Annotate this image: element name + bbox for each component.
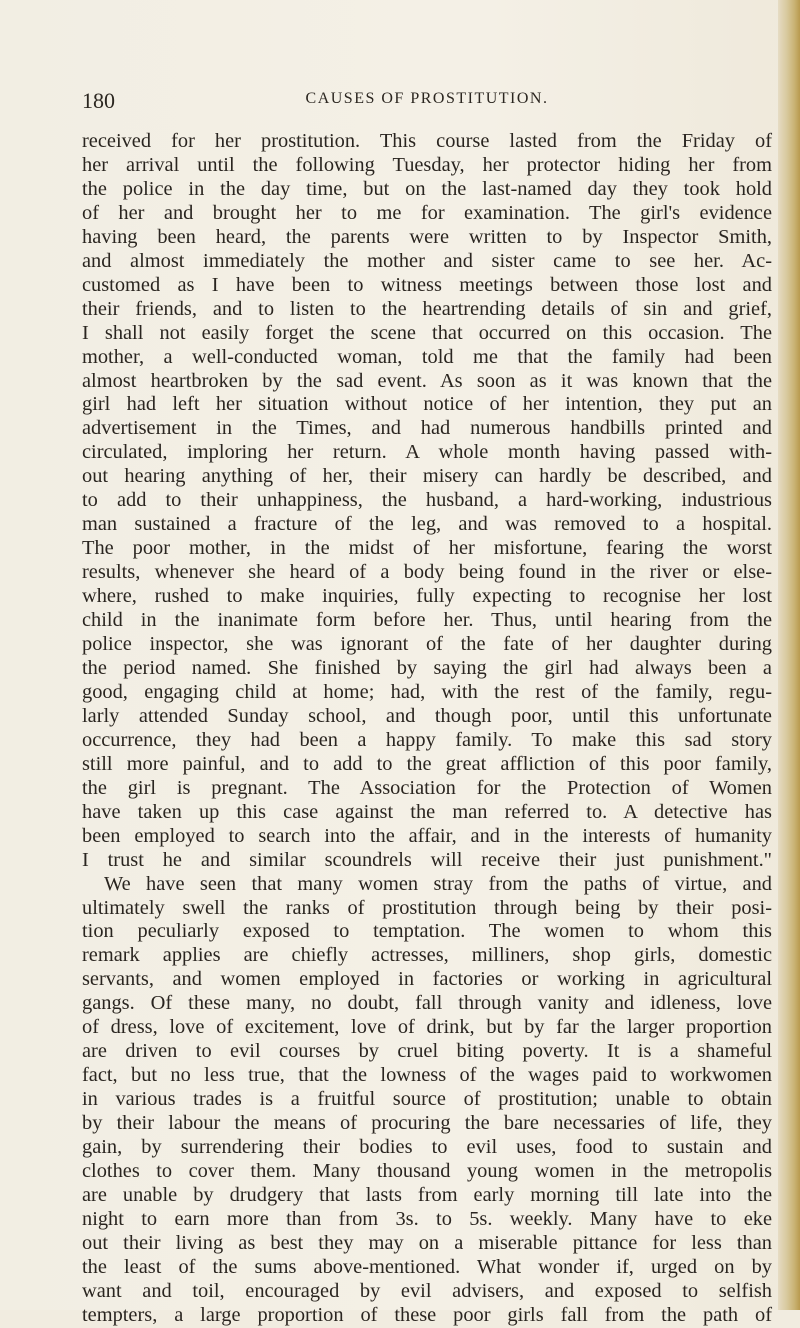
running-head: CAUSES OF PROSTITUTION. (305, 90, 549, 107)
text-line: gangs. Of these many, no doubt, fall through vanity and idleness, love (82, 992, 772, 1015)
text-line: gain, by surrendering their bodies to evil uses, food to sustain and (82, 1136, 772, 1159)
text-line: and almost immediately the mother and sister came to see her. Ac- (82, 249, 772, 272)
text-line: where, rushed to make inquiries, fully expecting to recognise her lost (82, 585, 772, 608)
page-number: 180 (82, 88, 115, 113)
text-line: their friends, and to listen to the heartrending details of sin and grief, (82, 297, 772, 320)
page-header (82, 88, 772, 118)
text-line: ultimately swell the ranks of prostitution through being by their posi- (82, 896, 772, 919)
text-line: the police in the day time, but on the last-named day they took hold (82, 177, 772, 200)
text-line: larly attended Sunday school, and though poor, until this unfortunate (82, 704, 772, 727)
text-line: I trust he and similar scoundrels will receive their just punishment." (82, 848, 772, 871)
text-line: are driven to evil courses by cruel biting poverty. It is a shameful (82, 1040, 772, 1063)
text-line: child in the inanimate form before her. Thus, until hearing from the (82, 609, 772, 632)
text-line: results, whenever she heard of a body being found in the river or else- (82, 561, 772, 584)
text-line: mother, a well-conducted woman, told me that the family had been (82, 345, 772, 368)
text-line: received for her prostitution. This course lasted from the Friday of (82, 130, 772, 152)
text-line: fact, but no less true, that the lowness of the wages paid to workwomen (82, 1064, 772, 1087)
text-line: night to earn more than from 3s. to 5s. weekly. Many have to eke (82, 1207, 772, 1230)
text-line: tempters, a large proportion of these poor girls fall from the path of (82, 1303, 772, 1326)
text-line: good, engaging child at home; had, with the rest of the family, regu- (82, 680, 772, 703)
body-text (82, 130, 772, 1328)
text-line: the period named. She finished by saying the girl had always been a (82, 656, 772, 679)
text-line: having been heard, the parents were written to by Inspector Smith, (82, 225, 772, 248)
text-line: servants, and women employed in factories or working in agricultural (82, 968, 772, 991)
page-edge (778, 0, 800, 1310)
text-line: man sustained a fracture of the leg, and was removed to a hospital. (82, 513, 772, 536)
text-line: have taken up this case against the man referred to. A detective has (82, 800, 772, 823)
text-line: remark applies are chiefly actresses, milliners, shop girls, domestic (82, 944, 772, 967)
text-line: clothes to cover them. Many thousand young women in the metropolis (82, 1159, 772, 1182)
text-line: are unable by drudgery that lasts from early morning till late into the (82, 1183, 772, 1206)
text-line: by their labour the means of procuring the bare necessaries of life, they (82, 1112, 772, 1135)
text-line: customed as I have been to witness meetings between those lost and (82, 273, 772, 296)
text-line: police inspector, she was ignorant of the fate of her daughter during (82, 633, 772, 656)
text-line: circulated, imploring her return. A whole month having passed with- (82, 441, 772, 464)
text-line: We have seen that many women stray from the paths of virtue, and (104, 872, 772, 895)
text-line: out their living as best they may on a miserable pittance for less than (82, 1231, 772, 1254)
text-line: to add to their unhappiness, the husband, a hard-working, industrious (82, 489, 772, 512)
text-line: her arrival until the following Tuesday, her protector hiding her from (82, 153, 772, 176)
text-line: tion peculiarly exposed to temptation. The women to whom this (82, 920, 772, 943)
text-line: the girl is pregnant. The Association for the Protection of Women (82, 776, 772, 799)
text-line: in various trades is a fruitful source of prostitution; unable to obtain (82, 1088, 772, 1111)
text-line: almost heartbroken by the sad event. As soon as it was known that the (82, 369, 772, 392)
text-line: of her and brought her to me for examination. The girl's evidence (82, 201, 772, 224)
text-line: the least of the sums above-mentioned. What wonder if, urged on by (82, 1255, 772, 1278)
text-line: The poor mother, in the midst of her misfortune, fearing the worst (82, 537, 772, 560)
text-line: of dress, love of excitement, love of drink, but by far the larger proportion (82, 1016, 772, 1039)
text-line: occurrence, they had been a happy family. To make this sad story (82, 728, 772, 751)
text-line: been employed to search into the affair, and in the interests of humanity (82, 824, 772, 847)
text-line: girl had left her situation without notice of her intention, they put an (82, 393, 772, 416)
text-line: still more painful, and to add to the great affliction of this poor family, (82, 752, 772, 775)
text-line: out hearing anything of her, their misery can hardly be described, and (82, 465, 772, 488)
text-line: want and toil, encouraged by evil advisers, and exposed to selfish (82, 1279, 772, 1302)
text-line: advertisement in the Times, and had numerous handbills printed and (82, 417, 772, 440)
text-line: I shall not easily forget the scene that occurred on this occasion. The (82, 321, 772, 344)
